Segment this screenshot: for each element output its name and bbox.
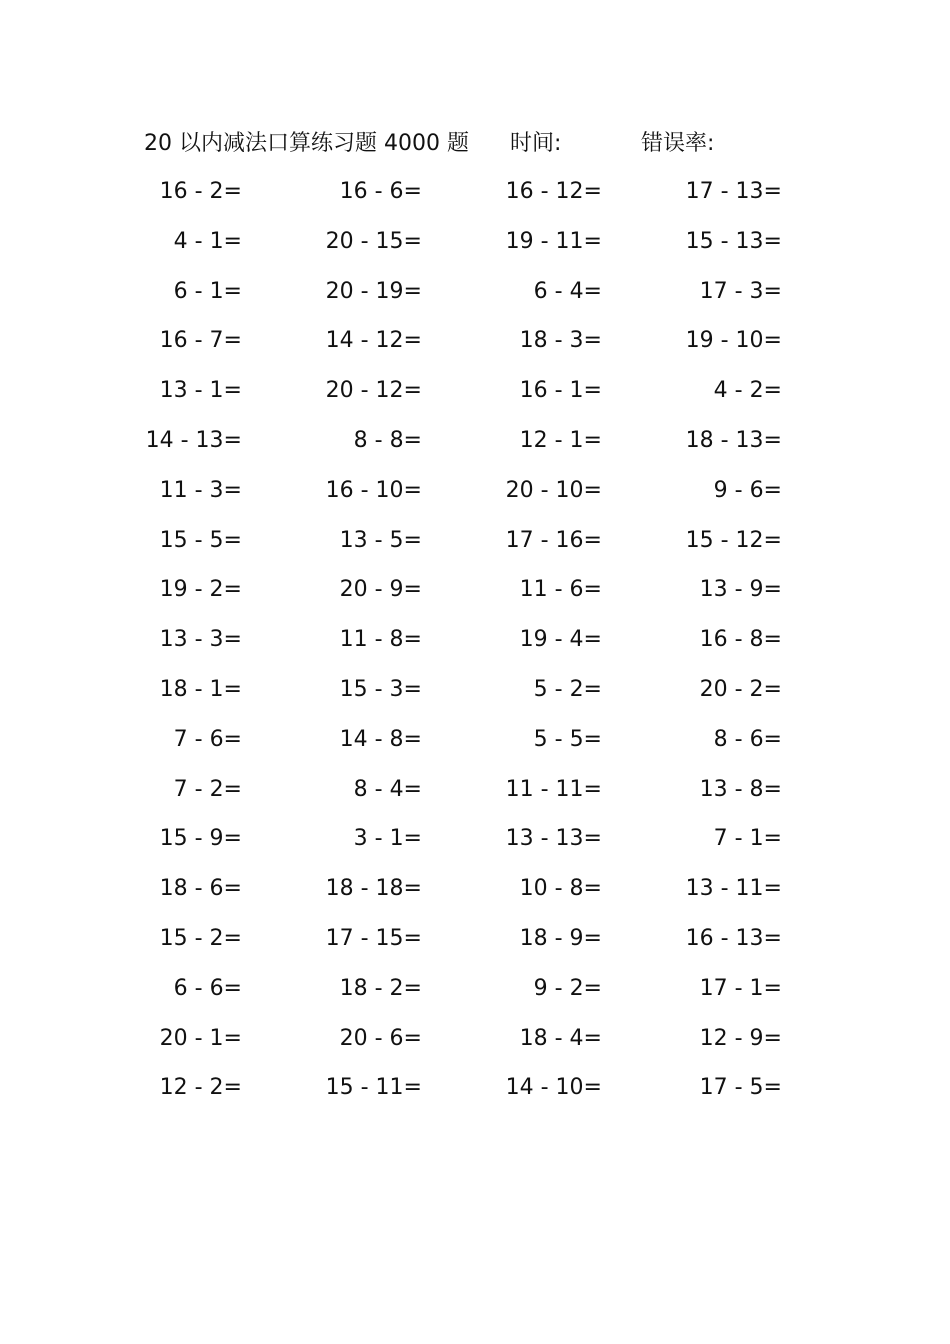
subtraction-problem: 15 - 13= bbox=[685, 228, 782, 254]
subtraction-problem: 16 - 13= bbox=[685, 925, 782, 951]
problem-row bbox=[0, 471, 950, 521]
subtraction-problem: 16 - 7= bbox=[159, 328, 242, 354]
problem-row bbox=[0, 869, 950, 919]
subtraction-problem: 16 - 1= bbox=[519, 378, 602, 404]
subtraction-problem: 14 - 12= bbox=[325, 328, 422, 354]
problem-row bbox=[0, 620, 950, 670]
subtraction-problem: 15 - 12= bbox=[685, 527, 782, 553]
problem-row bbox=[0, 919, 950, 969]
subtraction-problem: 16 - 6= bbox=[339, 179, 422, 204]
subtraction-problem: 16 - 2= bbox=[159, 179, 242, 204]
subtraction-problem: 20 - 6= bbox=[339, 1025, 422, 1051]
subtraction-problem: 20 - 12= bbox=[325, 378, 422, 404]
worksheet-header bbox=[144, 124, 844, 164]
problem-row bbox=[0, 1019, 950, 1069]
subtraction-problem: 18 - 18= bbox=[325, 876, 422, 902]
subtraction-problem: 19 - 2= bbox=[159, 577, 242, 603]
subtraction-problem: 18 - 4= bbox=[519, 1025, 602, 1051]
subtraction-problem: 17 - 3= bbox=[699, 278, 782, 304]
problem-row bbox=[0, 371, 950, 421]
problem-grid bbox=[0, 172, 950, 1118]
subtraction-problem: 19 - 11= bbox=[505, 228, 602, 254]
subtraction-problem: 17 - 1= bbox=[699, 975, 782, 1001]
subtraction-problem: 14 - 13= bbox=[145, 427, 242, 453]
problem-row bbox=[0, 321, 950, 371]
subtraction-problem: 16 - 12= bbox=[505, 179, 602, 204]
subtraction-problem: 10 - 8= bbox=[519, 876, 602, 902]
subtraction-problem: 14 - 10= bbox=[505, 1075, 602, 1101]
subtraction-problem: 15 - 11= bbox=[325, 1075, 422, 1101]
problem-row bbox=[0, 272, 950, 322]
subtraction-problem: 13 - 13= bbox=[505, 826, 602, 852]
problem-row bbox=[0, 969, 950, 1019]
problem-row bbox=[0, 172, 950, 222]
subtraction-problem: 8 - 8= bbox=[353, 427, 422, 453]
subtraction-problem: 15 - 5= bbox=[159, 527, 242, 553]
problem-row bbox=[0, 222, 950, 272]
problem-row bbox=[0, 1068, 950, 1118]
subtraction-problem: 20 - 1= bbox=[159, 1025, 242, 1051]
subtraction-problem: 20 - 9= bbox=[339, 577, 422, 603]
problem-row bbox=[0, 720, 950, 770]
subtraction-problem: 16 - 10= bbox=[325, 477, 422, 503]
problem-row bbox=[0, 421, 950, 471]
subtraction-problem: 11 - 3= bbox=[159, 477, 242, 503]
subtraction-problem: 20 - 2= bbox=[699, 676, 782, 702]
subtraction-problem: 13 - 8= bbox=[699, 776, 782, 802]
subtraction-problem: 20 - 10= bbox=[505, 477, 602, 503]
subtraction-problem: 18 - 6= bbox=[159, 876, 242, 902]
subtraction-problem: 11 - 11= bbox=[505, 776, 602, 802]
subtraction-problem: 13 - 3= bbox=[159, 627, 242, 653]
subtraction-problem: 13 - 9= bbox=[699, 577, 782, 603]
problem-row bbox=[0, 570, 950, 620]
time-label: 时间: bbox=[510, 131, 562, 156]
subtraction-problem: 18 - 2= bbox=[339, 975, 422, 1001]
subtraction-problem: 11 - 6= bbox=[519, 577, 602, 603]
subtraction-problem: 9 - 2= bbox=[533, 975, 602, 1001]
subtraction-problem: 6 - 1= bbox=[173, 278, 242, 304]
subtraction-problem: 15 - 9= bbox=[159, 826, 242, 852]
subtraction-problem: 6 - 6= bbox=[173, 975, 242, 1001]
problem-row bbox=[0, 819, 950, 869]
subtraction-problem: 5 - 5= bbox=[533, 726, 602, 752]
subtraction-problem: 3 - 1= bbox=[353, 826, 422, 852]
subtraction-problem: 13 - 5= bbox=[339, 527, 422, 553]
subtraction-problem: 13 - 11= bbox=[685, 876, 782, 902]
subtraction-problem: 8 - 4= bbox=[353, 776, 422, 802]
subtraction-problem: 8 - 6= bbox=[713, 726, 782, 752]
subtraction-problem: 12 - 2= bbox=[159, 1075, 242, 1101]
subtraction-problem: 12 - 9= bbox=[699, 1025, 782, 1051]
problem-row bbox=[0, 670, 950, 720]
subtraction-problem: 5 - 2= bbox=[533, 676, 602, 702]
subtraction-problem: 17 - 15= bbox=[325, 925, 422, 951]
subtraction-problem: 7 - 6= bbox=[173, 726, 242, 752]
subtraction-problem: 6 - 4= bbox=[533, 278, 602, 304]
subtraction-problem: 9 - 6= bbox=[713, 477, 782, 503]
subtraction-problem: 18 - 1= bbox=[159, 676, 242, 702]
subtraction-problem: 15 - 3= bbox=[339, 676, 422, 702]
subtraction-problem: 13 - 1= bbox=[159, 378, 242, 404]
subtraction-problem: 17 - 5= bbox=[699, 1075, 782, 1101]
subtraction-problem: 18 - 13= bbox=[685, 427, 782, 453]
subtraction-problem: 7 - 2= bbox=[173, 776, 242, 802]
subtraction-problem: 15 - 2= bbox=[159, 925, 242, 951]
subtraction-problem: 19 - 4= bbox=[519, 627, 602, 653]
subtraction-problem: 20 - 19= bbox=[325, 278, 422, 304]
subtraction-problem: 14 - 8= bbox=[339, 726, 422, 752]
subtraction-problem: 19 - 10= bbox=[685, 328, 782, 354]
worksheet-title: 20 以内减法口算练习题 4000 题 bbox=[144, 131, 469, 156]
subtraction-problem: 7 - 1= bbox=[713, 826, 782, 852]
subtraction-problem: 20 - 15= bbox=[325, 228, 422, 254]
subtraction-problem: 17 - 16= bbox=[505, 527, 602, 553]
subtraction-problem: 4 - 2= bbox=[713, 378, 782, 404]
subtraction-problem: 18 - 3= bbox=[519, 328, 602, 354]
problem-row bbox=[0, 521, 950, 571]
subtraction-problem: 16 - 8= bbox=[699, 627, 782, 653]
subtraction-problem: 11 - 8= bbox=[339, 627, 422, 653]
error-rate-label: 错误率: bbox=[641, 131, 715, 156]
problem-row bbox=[0, 770, 950, 820]
subtraction-problem: 4 - 1= bbox=[173, 228, 242, 254]
subtraction-problem: 18 - 9= bbox=[519, 925, 602, 951]
subtraction-problem: 12 - 1= bbox=[519, 427, 602, 453]
subtraction-problem: 17 - 13= bbox=[685, 179, 782, 204]
